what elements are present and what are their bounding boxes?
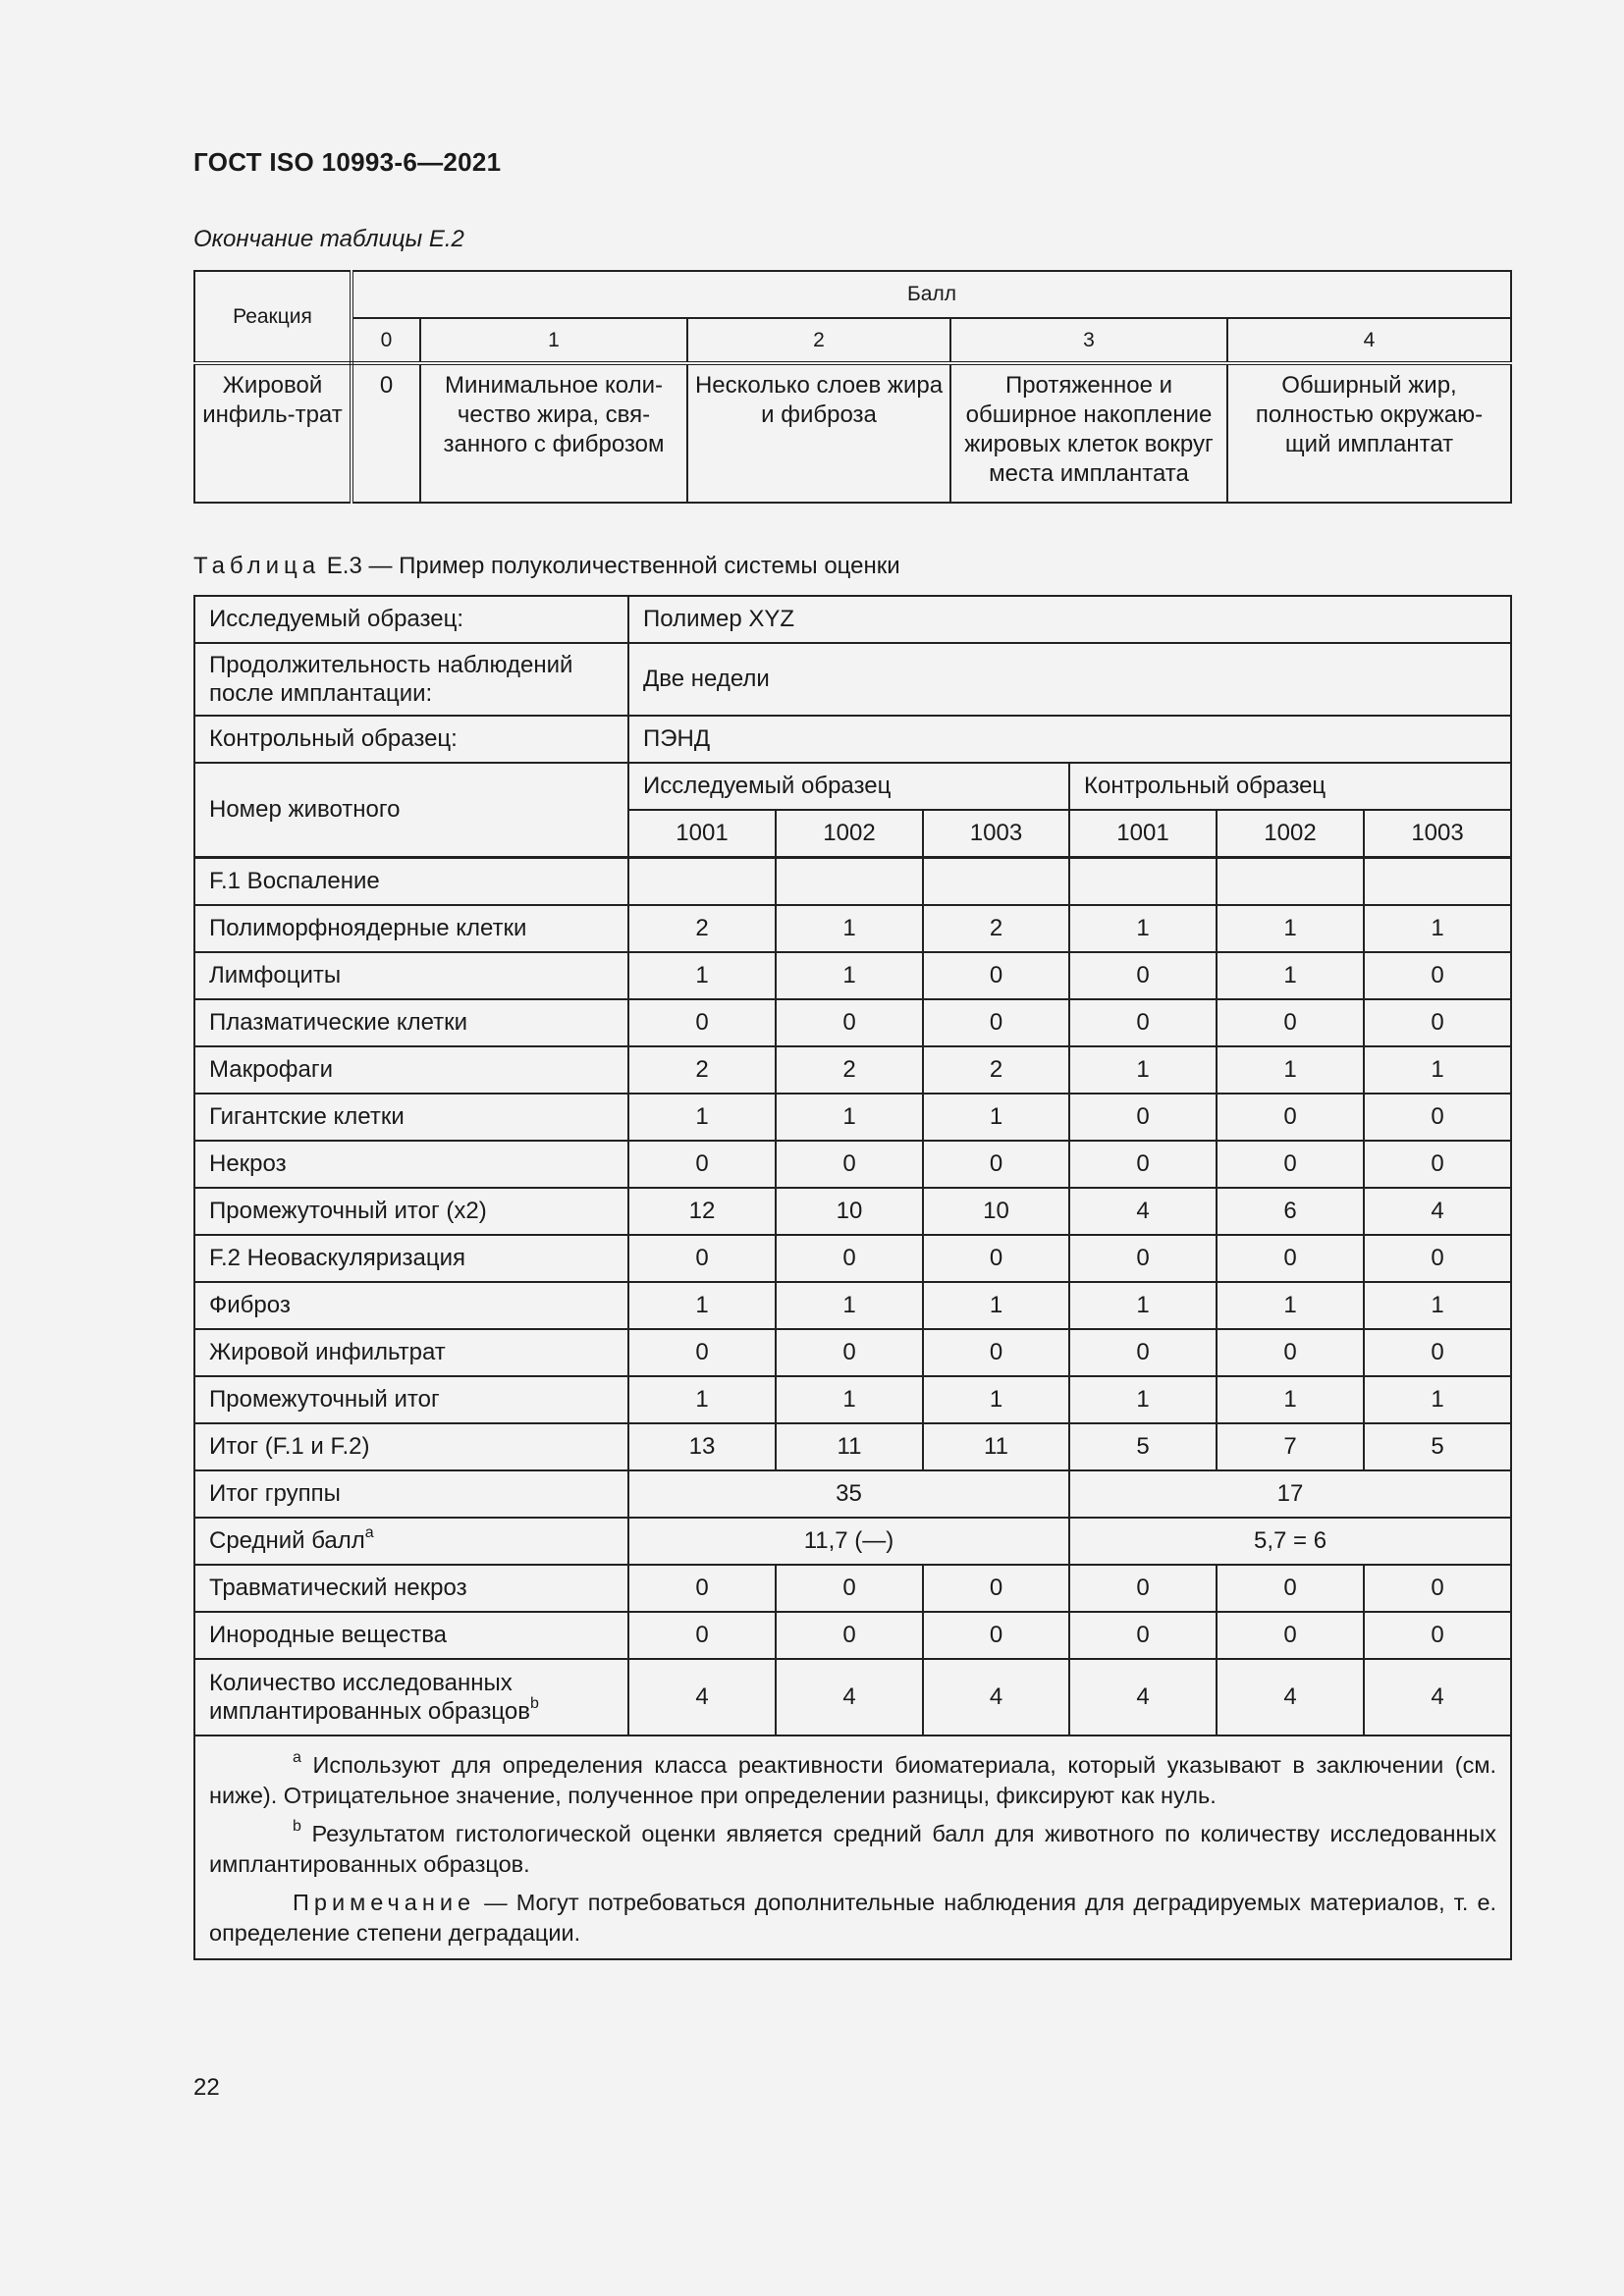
footnote-b-mark: b: [293, 1818, 301, 1836]
mean-score-label: [194, 1518, 628, 1565]
score-column-1: 1: [420, 318, 687, 363]
score-value: 1: [776, 1376, 923, 1423]
score-column-0: 0: [352, 318, 420, 363]
score-value: 0: [776, 1329, 923, 1376]
score-value: 0: [776, 1565, 923, 1612]
table-e3: [193, 595, 1512, 1960]
score-value: 1: [1217, 1282, 1364, 1329]
animal-id: 1002: [776, 810, 923, 858]
row-label: Плазматические клетки: [194, 999, 628, 1046]
score-value: 5: [1364, 1423, 1511, 1470]
footnote-a-ref: a: [364, 1524, 374, 1541]
score-value: 0: [776, 1141, 923, 1188]
score-value: 1: [1217, 905, 1364, 952]
score-value: 0: [1364, 1141, 1511, 1188]
empty-cell: [776, 858, 923, 906]
score-value: 0: [1217, 1329, 1364, 1376]
table-row: [194, 1565, 1511, 1612]
footnote-paragraph: [209, 1888, 1496, 1949]
implant-count-line2: имплантированных образцов: [209, 1698, 530, 1725]
row-label: F.2 Неоваскуляризация: [194, 1235, 628, 1282]
implant-count-value: 4: [1069, 1659, 1217, 1735]
score-value: 0: [923, 1141, 1069, 1188]
empty-cell: [923, 858, 1069, 906]
note-text: — Могут потребоваться дополнительные наблюдения для деградируемых материалов, т. е. определение степени деградации.: [209, 1890, 1497, 1946]
score-value: 1: [1364, 905, 1511, 952]
score-value: 1: [1069, 1046, 1217, 1094]
score-value: 0: [1069, 1329, 1217, 1376]
score-value: 1: [628, 1094, 776, 1141]
score-cell: Несколько слоев жира и фиброза: [687, 363, 950, 503]
animal-id: 1002: [1217, 810, 1364, 858]
score-value: 0: [1364, 1235, 1511, 1282]
score-value: 0: [923, 1612, 1069, 1659]
score-cell: 0: [352, 363, 420, 503]
implant-count-value: 4: [776, 1659, 923, 1735]
score-value: 1: [1069, 1376, 1217, 1423]
score-value: 0: [1069, 1235, 1217, 1282]
implant-count-value: 4: [1364, 1659, 1511, 1735]
empty-cell: [1217, 858, 1364, 906]
score-value: 0: [1069, 999, 1217, 1046]
score-value: 0: [628, 1329, 776, 1376]
score-value: 0: [776, 1235, 923, 1282]
footnote-a-mark: a: [293, 1749, 301, 1767]
empty-cell: [1069, 858, 1217, 906]
score-value: 2: [628, 905, 776, 952]
mean-score-test: 11,7 (—): [628, 1518, 1069, 1565]
score-value: 0: [628, 999, 776, 1046]
row-label: Травматический некроз: [194, 1565, 628, 1612]
score-value: 1: [1364, 1282, 1511, 1329]
reaction-header: Реакция: [194, 271, 352, 363]
score-value: 10: [923, 1188, 1069, 1235]
score-value: 12: [628, 1188, 776, 1235]
score-value: 0: [1217, 1565, 1364, 1612]
footnote-b-text: Результатом гистологической оценки является средний балл для животного по количеству исследованных имплантированных образцов.: [209, 1821, 1497, 1877]
group-total-test: 35: [628, 1470, 1069, 1518]
note-label: Примечание: [293, 1890, 476, 1915]
info-value: ПЭНД: [628, 716, 1511, 763]
score-value: 1: [1069, 905, 1217, 952]
info-label: Продолжительность наблюдений после имплантации:: [194, 643, 628, 716]
score-value: 0: [1069, 1612, 1217, 1659]
footnote-paragraph: [209, 1750, 1496, 1811]
score-value: 1: [1069, 1282, 1217, 1329]
score-value: 0: [1069, 1565, 1217, 1612]
score-value: 0: [1217, 1094, 1364, 1141]
implant-count-line1: Количество исследованных: [209, 1670, 513, 1696]
score-value: 0: [1217, 1141, 1364, 1188]
score-cell: Протяженное и обширное накопление жировых клеток вокруг места имплантата: [950, 363, 1227, 503]
row-label: Промежуточный итог (x2): [194, 1188, 628, 1235]
table-row: [194, 1659, 1511, 1735]
table-row: [194, 1141, 1511, 1188]
score-value: 1: [628, 952, 776, 999]
row-label: Лимфоциты: [194, 952, 628, 999]
table-row: [194, 1282, 1511, 1329]
score-value: 7: [1217, 1423, 1364, 1470]
score-value: 0: [1069, 1094, 1217, 1141]
reaction-cell: Жировой инфиль-трат: [194, 363, 352, 503]
score-column-4: 4: [1227, 318, 1511, 363]
score-value: 0: [776, 1612, 923, 1659]
table-row: [194, 999, 1511, 1046]
score-value: 0: [628, 1565, 776, 1612]
table-e3-caption: [193, 553, 900, 580]
table-row: [194, 1094, 1511, 1141]
score-value: 0: [1364, 1094, 1511, 1141]
table-row: [194, 1376, 1511, 1423]
score-value: 0: [1217, 999, 1364, 1046]
score-value: 1: [923, 1376, 1069, 1423]
score-value: 0: [1217, 1612, 1364, 1659]
animal-number-label: Номер животного: [194, 763, 628, 858]
score-value: 1: [628, 1376, 776, 1423]
score-value: 0: [1069, 1141, 1217, 1188]
score-value: 10: [776, 1188, 923, 1235]
score-value: 2: [776, 1046, 923, 1094]
score-value: 0: [923, 1565, 1069, 1612]
animal-id: 1003: [923, 810, 1069, 858]
score-value: 0: [628, 1612, 776, 1659]
score-value: 1: [1364, 1376, 1511, 1423]
table-row: [194, 1518, 1511, 1565]
implant-count-value: 4: [628, 1659, 776, 1735]
score-value: 5: [1069, 1423, 1217, 1470]
table-word: Таблица: [193, 553, 321, 579]
table-row: [194, 1470, 1511, 1518]
score-value: 4: [1364, 1188, 1511, 1235]
animal-id: 1003: [1364, 810, 1511, 858]
table-row: [194, 1046, 1511, 1094]
table-row: [194, 763, 1511, 810]
row-label: Некроз: [194, 1141, 628, 1188]
row-label: Итог (F.1 и F.2): [194, 1423, 628, 1470]
test-group-header: Исследуемый образец: [628, 763, 1069, 810]
implant-count-value: 4: [923, 1659, 1069, 1735]
row-label: Гигантские клетки: [194, 1094, 628, 1141]
score-value: 0: [1364, 1612, 1511, 1659]
score-value: 1: [1217, 1376, 1364, 1423]
score-header: Балл: [352, 271, 1511, 318]
table-row: [194, 1188, 1511, 1235]
score-value: 0: [628, 1141, 776, 1188]
score-value: 0: [1217, 1235, 1364, 1282]
mean-score-control: 5,7 = 6: [1069, 1518, 1511, 1565]
score-value: 0: [923, 952, 1069, 999]
row-label: Промежуточный итог: [194, 1376, 628, 1423]
row-label: Полиморфноядерные клетки: [194, 905, 628, 952]
row-label: Жировой инфильтрат: [194, 1329, 628, 1376]
row-label: Фиброз: [194, 1282, 628, 1329]
table-e2-caption: Окончание таблицы Е.2: [193, 226, 464, 252]
empty-cell: [1364, 858, 1511, 906]
control-group-header: Контрольный образец: [1069, 763, 1511, 810]
animal-id: 1001: [1069, 810, 1217, 858]
table-row: [194, 596, 1511, 643]
score-value: 0: [1069, 952, 1217, 999]
table-row: [194, 1329, 1511, 1376]
score-value: 0: [628, 1235, 776, 1282]
table-row: [194, 716, 1511, 763]
score-value: 1: [776, 952, 923, 999]
score-value: 0: [1364, 952, 1511, 999]
empty-cell: [628, 858, 776, 906]
score-value: 1: [776, 905, 923, 952]
score-value: 1: [923, 1094, 1069, 1141]
score-value: 0: [1364, 1329, 1511, 1376]
row-label: Инородные вещества: [194, 1612, 628, 1659]
score-value: 11: [923, 1423, 1069, 1470]
score-column-2: 2: [687, 318, 950, 363]
score-cell: Обширный жир, полностью окружаю-щий имплантат: [1227, 363, 1511, 503]
score-value: 0: [923, 1329, 1069, 1376]
document-header: ГОСТ ISO 10993-6—2021: [193, 147, 502, 177]
score-value: 0: [776, 999, 923, 1046]
footnotes-cell: [194, 1735, 1511, 1959]
info-value: Полимер XYZ: [628, 596, 1511, 643]
score-cell: Минимальное коли-чество жира, свя-занного с фиброзом: [420, 363, 687, 503]
table-e2: [193, 270, 1512, 504]
table-row: [194, 1423, 1511, 1470]
table-e3-title: Е.3 — Пример полуколичественной системы оценки: [320, 553, 900, 579]
row-label: Макрофаги: [194, 1046, 628, 1094]
table-row: [194, 1235, 1511, 1282]
table-row: [194, 1735, 1511, 1959]
score-value: 0: [923, 999, 1069, 1046]
score-value: 2: [628, 1046, 776, 1094]
score-value: 13: [628, 1423, 776, 1470]
table-row: [194, 952, 1511, 999]
footnote-a-text: Используют для определения класса реактивности биоматериала, который указывают в заключении (см. ниже). Отрицательное значение, полученное при определении разницы, фиксируют как нуль.: [209, 1752, 1497, 1808]
table-row: [194, 1612, 1511, 1659]
score-value: 2: [923, 1046, 1069, 1094]
group-total-control: 17: [1069, 1470, 1511, 1518]
table-row: [194, 905, 1511, 952]
score-value: 6: [1217, 1188, 1364, 1235]
animal-id: 1001: [628, 810, 776, 858]
score-value: 0: [923, 1235, 1069, 1282]
score-value: 1: [1364, 1046, 1511, 1094]
score-value: 1: [776, 1282, 923, 1329]
score-value: 0: [1364, 999, 1511, 1046]
group-total-label: Итог группы: [194, 1470, 628, 1518]
info-value: Две недели: [628, 643, 1511, 716]
mean-score-text: Средний балл: [209, 1527, 365, 1554]
footnote-paragraph: [209, 1819, 1496, 1880]
table-row: [194, 858, 1511, 906]
score-value: 1: [1217, 1046, 1364, 1094]
score-value: 2: [923, 905, 1069, 952]
score-value: 1: [776, 1094, 923, 1141]
implant-count-label: [194, 1659, 628, 1735]
score-value: 1: [1217, 952, 1364, 999]
section-label: F.1 Воспаление: [194, 858, 628, 906]
score-value: 4: [1069, 1188, 1217, 1235]
score-column-3: 3: [950, 318, 1227, 363]
info-label: Контрольный образец:: [194, 716, 628, 763]
table-row: [194, 643, 1511, 716]
score-value: 11: [776, 1423, 923, 1470]
score-value: 0: [1364, 1565, 1511, 1612]
info-label: Исследуемый образец:: [194, 596, 628, 643]
score-value: 1: [628, 1282, 776, 1329]
page-number: 22: [193, 2074, 220, 2101]
implant-count-value: 4: [1217, 1659, 1364, 1735]
score-value: 1: [923, 1282, 1069, 1329]
footnote-b-ref: b: [529, 1695, 539, 1712]
